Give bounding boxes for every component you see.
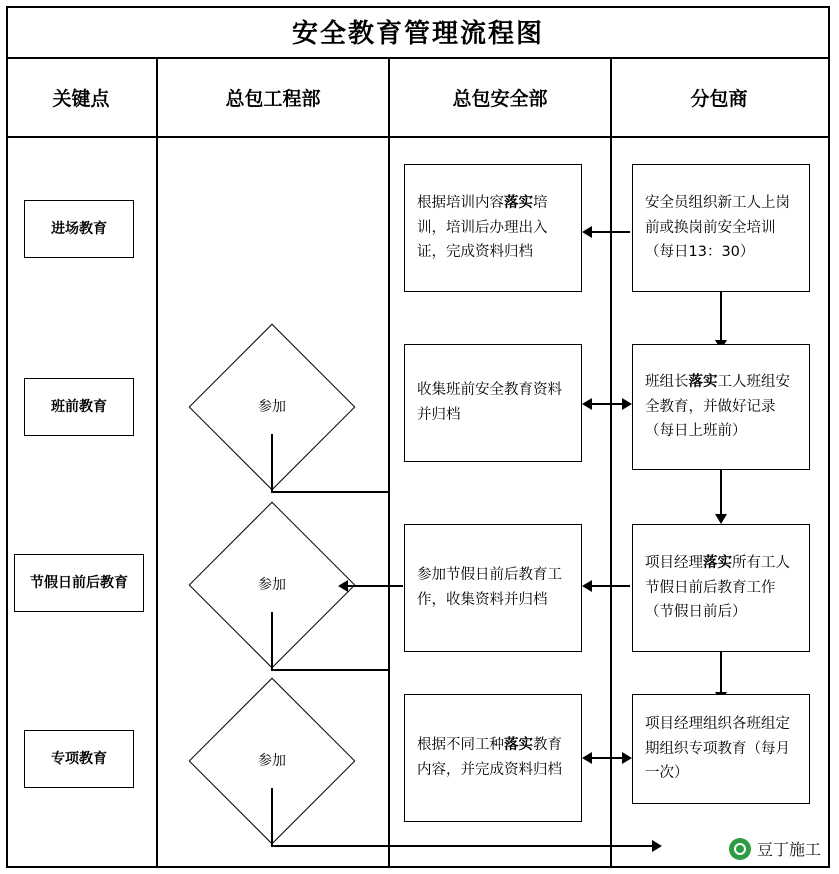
connector-safety4-sub4-arrowhead-right (622, 752, 632, 764)
connector-sub2-to-sub3-line (720, 470, 722, 518)
subcontractor-box-3-text-bold: 落实 (703, 555, 732, 572)
connector-decision3-bottom-arrowhead (652, 840, 662, 852)
safety-dept-box-2 (404, 344, 582, 462)
subcontractor-box-4-text-pre: 项目经理组织各班组定期组织专项教育（每月一次） (645, 716, 790, 782)
watermark-text: 豆丁施工 (756, 840, 821, 859)
subcontractor-box-2-text-pre: 班组长 (645, 374, 689, 391)
connector-sub3-to-sub4-line (720, 652, 722, 696)
column-header-row (6, 59, 830, 138)
connector-decision3-drop (271, 788, 273, 846)
connector-safety2-sub2-arrowhead-right (622, 398, 632, 410)
subcontractor-box-3-text-post: 所有工人节假日前后教育工作（节假日前后） (645, 555, 790, 621)
safety-dept-box-4-text-bold: 落实 (504, 737, 533, 754)
connector-safety3-to-decision2-line (345, 585, 403, 587)
watermark (729, 837, 821, 860)
safety-dept-box-3 (404, 524, 582, 652)
key-point-box-1 (24, 200, 134, 258)
watermark-logo-icon (729, 838, 751, 860)
engineering-dept-decision-1-label: 参加 (258, 399, 286, 415)
key-point-box-2 (24, 378, 134, 436)
column-divider-2 (388, 138, 390, 868)
page-title: 安全教育管理流程图 (291, 19, 544, 49)
engineering-dept-decision-3-label: 参加 (258, 753, 286, 769)
connector-sub3-to-safety3-arrowhead (582, 580, 592, 592)
safety-dept-box-4 (404, 694, 582, 822)
subcontractor-box-2-text-bold: 落实 (688, 374, 718, 391)
connector-sub1-to-sub2-line (720, 292, 722, 344)
subcontractor-box-1 (632, 164, 810, 292)
safety-dept-box-4-text-pre: 根据不同工种 (417, 737, 504, 754)
connector-sub2-to-sub3-arrowhead (715, 514, 727, 524)
subcontractor-box-2 (632, 344, 810, 470)
safety-dept-box-1-text-post: 培训，培训后办理出入证，完成资料归档 (417, 195, 548, 261)
column-header-safety-dept: 总包安全部 (388, 59, 610, 136)
safety-dept-box-4-text-post: 教育内容，并完成资料归档 (417, 737, 562, 778)
column-header-engineering-dept: 总包工程部 (156, 59, 388, 136)
column-header-subcontractor: 分包商 (610, 59, 826, 136)
key-point-label-3: 节假日前后教育 (30, 574, 128, 591)
subcontractor-box-4 (632, 694, 810, 804)
subcontractor-box-2-text-post: 工人班组安全教育，并做好记录（每日上班前） (645, 374, 790, 440)
safety-dept-box-1-text-pre: 根据培训内容 (417, 195, 504, 212)
safety-dept-box-2-text-pre: 收集班前安全教育资料并归档 (417, 382, 562, 423)
key-point-label-1: 进场教育 (51, 220, 107, 237)
connector-sub1-to-safety1-line (586, 231, 630, 233)
subcontractor-box-3 (632, 524, 810, 652)
subcontractor-box-1-text-pre: 安全员组织新工人上岗前或换岗前安全培训（每日13：30） (645, 195, 790, 261)
safety-dept-box-1 (404, 164, 582, 292)
safety-dept-box-3-text-pre: 参加节假日前后教育工作，收集资料并归档 (417, 567, 562, 608)
subcontractor-box-3-text-pre: 项目经理 (645, 555, 703, 572)
column-header-key-points: 关键点 (52, 88, 110, 110)
connector-decision3-bottom-run (271, 845, 659, 847)
safety-dept-box-1-text-bold: 落实 (504, 195, 533, 212)
diagram-title-band (6, 6, 830, 59)
connector-decision1-drop (271, 434, 273, 492)
column-divider-1 (156, 138, 158, 868)
key-point-box-3 (14, 554, 144, 612)
connector-decision1-to-column (271, 491, 389, 493)
connector-safety4-sub4-arrowhead-left (582, 752, 592, 764)
key-point-box-4 (24, 730, 134, 788)
connector-sub3-to-safety3-line (586, 585, 630, 587)
key-point-label-2: 班前教育 (51, 398, 107, 415)
connector-sub1-to-safety1-arrowhead (582, 226, 592, 238)
connector-decision2-to-column (271, 669, 389, 671)
connector-safety2-sub2-arrowhead-left (582, 398, 592, 410)
key-point-label-4: 专项教育 (51, 750, 107, 767)
connector-decision2-drop (271, 612, 273, 670)
connector-safety3-to-decision2-arrowhead (338, 580, 348, 592)
engineering-dept-decision-2-label: 参加 (258, 577, 286, 593)
